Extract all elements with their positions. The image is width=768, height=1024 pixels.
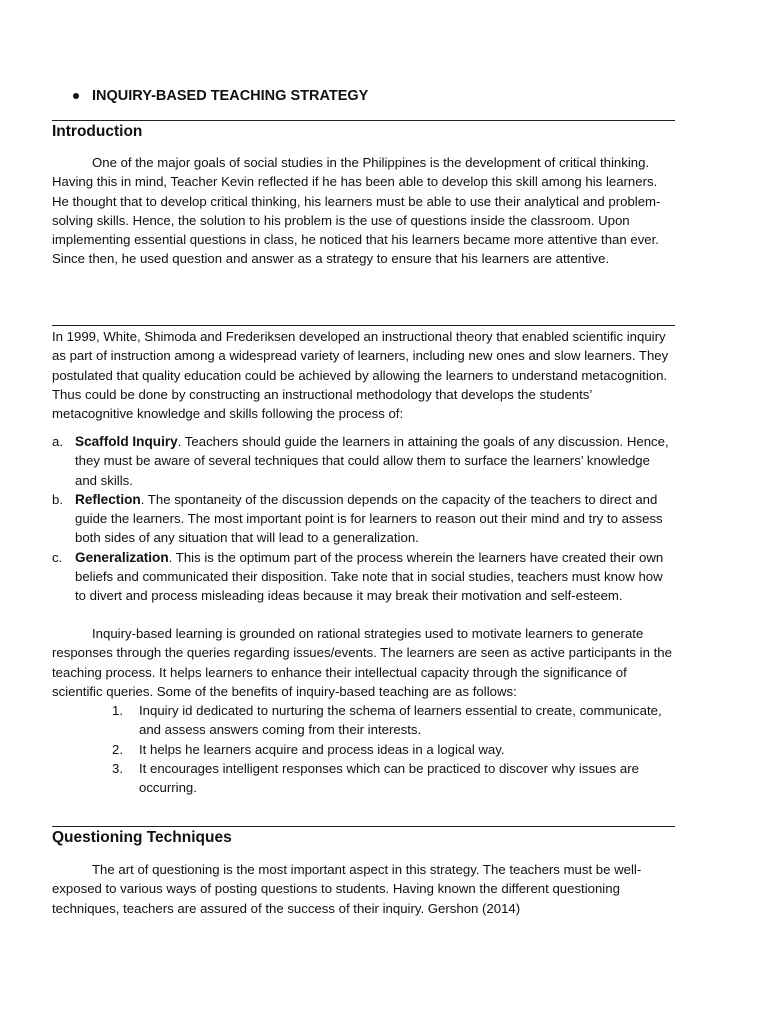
benefit-text: It helps he learners acquire and process ideas in a logical way. [139,741,505,757]
step-text: . Teachers should guide the learners in attaining the goals of any discussion. Hence, they must be aware of several techniques that could allow them to surface the learners’ knowledge and skills. [75,434,669,488]
step-term: Scaffold Inquiry [75,434,178,449]
list-marker: c. [52,549,63,565]
intro-heading: Introduction [52,123,143,140]
list-item [52,548,675,606]
questioning-heading: Questioning Techniques [52,829,232,846]
questioning-paragraph: The art of questioning is the most important aspect in this strategy. The teachers must be well-exposed to various ways of posting questions to students. Having known the different questioning techniques, teachers are assured of the success of their inquiry. Gershon (2014) [52,862,642,916]
bullet-icon [73,93,79,99]
step-text: . This is the optimum part of the process wherein the learners have created their own beliefs and communicated their disposition. Take note that in social studies, teachers must know how to divert and process misleading ideas because it may break their motivation and self-esteem. [75,549,664,604]
divider [52,325,675,326]
benefit-text: Inquiry id dedicated to nurturing the schema of learners essential to create, communicate, and assess answers coming from their interests. [139,703,662,738]
list-marker: a. [52,434,63,449]
grounding-body [52,624,675,701]
list-item [52,490,675,548]
divider [52,120,675,121]
list-marker: 3. [112,760,123,776]
benefits-list [112,701,675,797]
list-marker: 2. [112,741,123,757]
theory-paragraph: In 1999, White, Shimoda and Frederiksen developed an instructional theory that enabled scientific inquiry as part of instruction among a widespread variety of learners, including new ones and slow learners. They postulated that quality education could be achieved by allowing the learners to understand metacognition. Thus could be done by constructing an instructional methodology that develops the students’ metacognitive knowledge and skills following the process of: [52,329,669,422]
list-item [112,701,675,740]
section-title-text: INQUIRY-BASED TEACHING STRATEGY [92,88,369,104]
step-term: Reflection [75,491,141,507]
step-term: Generalization [75,549,169,565]
list-item [52,432,675,490]
list-item [112,740,675,759]
intro-paragraph: One of the major goals of social studies in the Philippines is the development of critical thinking. Having this in mind, Teacher Kevin reflected if he has been able to develop this skill among his learners. He thought that to develop critical thinking, his learners must be able to use their analytical and problem-solving skills. Hence, the solution to his problem is the use of questions inside the classroom. Upon implementing essential questions in class, he noticed that his learners became more attentive than ever. Since then, he used question and answer as a strategy to ensure that his learners are attentive. [52,155,661,267]
theory-body [52,327,675,423]
intro-body [52,153,675,269]
step-text: . The spontaneity of the discussion depends on the capacity of the teachers to direct and guide the learners. The most important point is for learners to reason out their mind and try to assess both sides of any situation that will lead to a generalization. [75,491,663,546]
section-title [73,88,368,104]
list-marker: b. [52,491,63,507]
benefit-text: It encourages intelligent responses which can be practiced to discover why issues are occurring. [139,760,639,796]
divider [52,826,675,827]
questioning-body [52,860,675,918]
list-item [112,759,675,798]
grounding-paragraph: Inquiry-based learning is grounded on rational strategies used to motivate learners to generate responses through the queries regarding issues/events. The learners are seen as active participants in the teaching process. It helps learners to enhance their intellectual capacity through the significance of scientific queries. Some of the benefits of inquiry-based teaching are as follows: [52,626,672,699]
list-marker: 1. [112,703,123,718]
process-steps-list [52,432,675,606]
